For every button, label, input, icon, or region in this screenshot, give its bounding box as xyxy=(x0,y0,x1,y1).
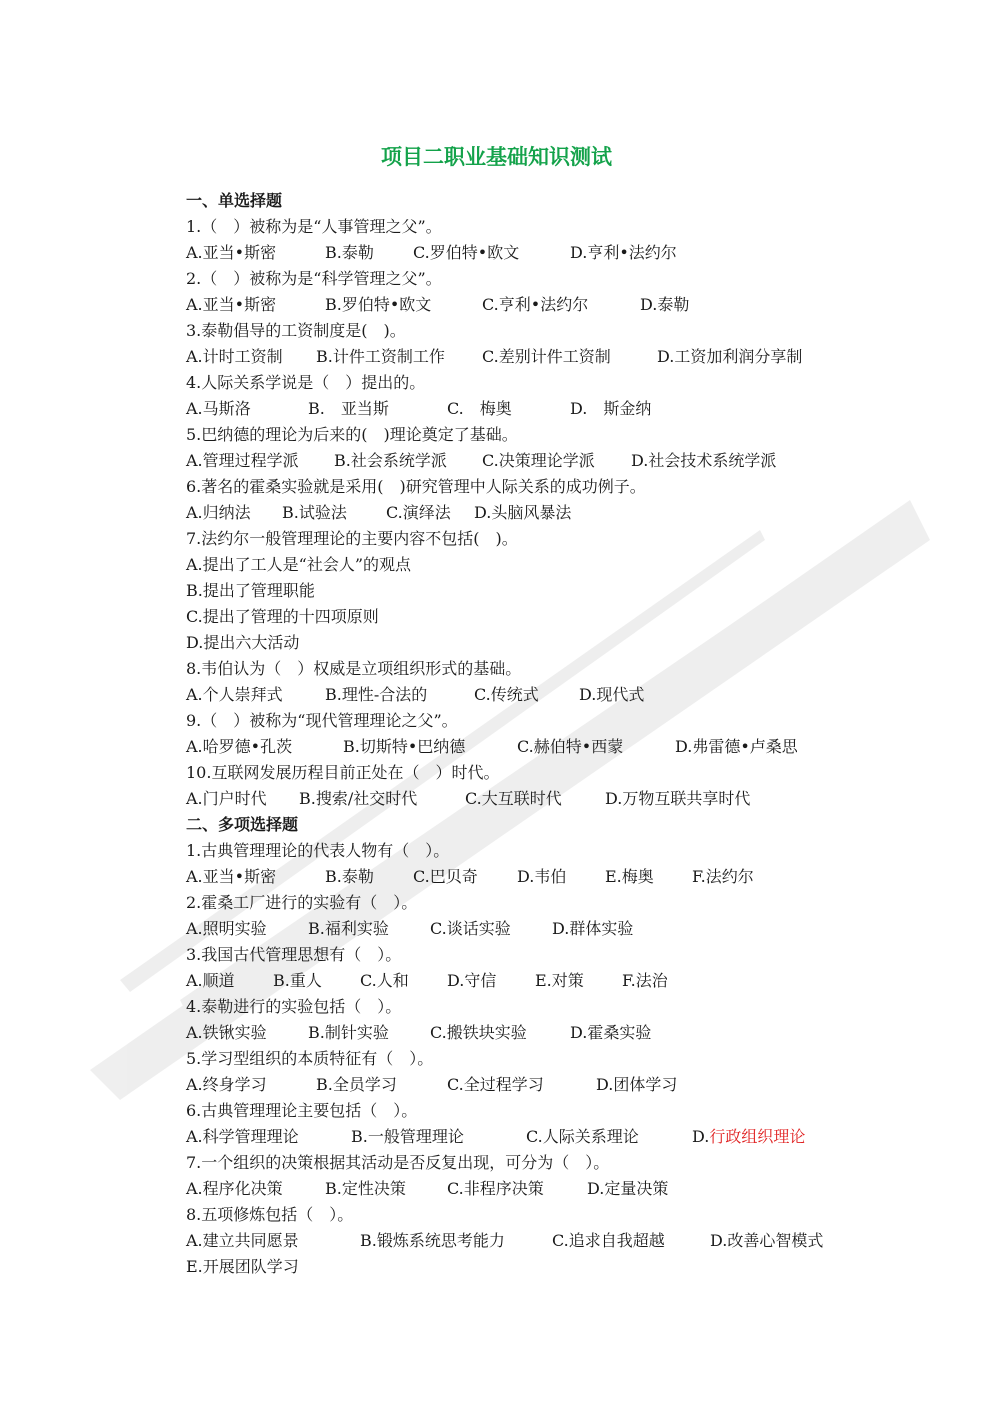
question-options xyxy=(186,292,926,318)
question-stem: 5.巴纳德的理论为后来的( )理论奠定了基础。 xyxy=(186,425,518,444)
question-stem: 4.人际关系学说是（ ）提出的。 xyxy=(186,373,426,392)
option-c: C.非程序决策 xyxy=(447,1179,544,1198)
option-b: B.理性-合法的 xyxy=(325,685,428,704)
highlighted-answer: 行政组织理论 xyxy=(709,1127,806,1146)
option-b: B.社会系统学派 xyxy=(334,451,447,470)
option-c: C.全过程学习 xyxy=(447,1075,544,1094)
option-a: A.管理过程学派 xyxy=(186,451,299,470)
option-c: C.搬铁块实验 xyxy=(430,1023,527,1042)
question-options xyxy=(186,916,926,942)
option-c: C.巴贝奇 xyxy=(413,867,478,886)
option-d: D.亨利•法约尔 xyxy=(570,243,677,262)
option-a: A.提出了工人是“社会人”的观点 xyxy=(186,555,412,574)
option-d: D.工资加利润分享制 xyxy=(657,347,803,366)
option-d: D.头脑风暴法 xyxy=(474,503,572,522)
option-b: B.泰勒 xyxy=(325,867,374,886)
option-c: C.传统式 xyxy=(474,685,539,704)
question-stem: 7.一个组织的决策根据其活动是否反复出现，可分为（ ）。 xyxy=(186,1153,610,1172)
option-b: B.福利实验 xyxy=(308,919,389,938)
section-heading-multi: 二、多项选择题 xyxy=(186,815,299,834)
option-a: A.建立共同愿景 xyxy=(186,1231,299,1250)
section-heading-single: 一、单选择题 xyxy=(186,191,283,210)
option-f: F.法治 xyxy=(622,971,668,990)
option-f: F.法约尔 xyxy=(692,867,754,886)
option-c: C.人际关系理论 xyxy=(526,1127,639,1146)
question-options xyxy=(186,1072,926,1098)
option-b: B.定性决策 xyxy=(325,1179,406,1198)
option-a: A.亚当•斯密 xyxy=(186,295,277,314)
option-d-letter: D. xyxy=(692,1127,710,1146)
option-b: B.重人 xyxy=(273,971,322,990)
option-a: A.科学管理理论 xyxy=(186,1127,299,1146)
option-c: C.追求自我超越 xyxy=(552,1231,665,1250)
option-c: C.人和 xyxy=(360,971,409,990)
option-b: B.提出了管理职能 xyxy=(186,581,315,600)
option-b: B.全员学习 xyxy=(316,1075,397,1094)
option-a: A.哈罗德•孔茨 xyxy=(186,737,293,756)
option-c: C.提出了管理的十四项原则 xyxy=(186,607,379,626)
question-stem: 6.古典管理理论主要包括（ ）。 xyxy=(186,1101,418,1120)
question-stem: 10.互联网发展历程目前正处在（ ）时代。 xyxy=(186,763,500,782)
option-b: B.切斯特•巴纳德 xyxy=(343,737,466,756)
option-c: C.谈话实验 xyxy=(430,919,511,938)
option-a: A.门户时代 xyxy=(186,789,267,808)
option-a: A.程序化决策 xyxy=(186,1179,283,1198)
option-d: D.霍桑实验 xyxy=(570,1023,652,1042)
option-a: A.亚当•斯密 xyxy=(186,867,277,886)
option-d: D. 斯金纳 xyxy=(570,399,652,418)
option-a: A.亚当•斯密 xyxy=(186,243,277,262)
option-c: C.大互联时代 xyxy=(465,789,562,808)
question-options xyxy=(186,1228,926,1254)
option-d: D.定量决策 xyxy=(587,1179,669,1198)
option-c: C.差别计件工资制 xyxy=(482,347,611,366)
question-options xyxy=(186,1124,926,1150)
question-stem: 9.（ ）被称为“现代管理理论之父”。 xyxy=(186,711,458,730)
option-a: A.终身学习 xyxy=(186,1075,267,1094)
question-stem: 3.我国古代管理思想有（ ）。 xyxy=(186,945,402,964)
question-stem: 4.泰勒进行的实验包括（ ）。 xyxy=(186,997,402,1016)
option-a: A.计时工资制 xyxy=(186,347,283,366)
question-options xyxy=(186,1176,926,1202)
question-stem: 8.五项修炼包括（ ）。 xyxy=(186,1205,354,1224)
question-options xyxy=(186,786,926,812)
option-c: C.罗伯特•欧文 xyxy=(413,243,520,262)
question-stem: 5.学习型组织的本质特征有（ ）。 xyxy=(186,1049,434,1068)
question-options xyxy=(186,864,926,890)
question-stem: 2.霍桑工厂进行的实验有（ ）。 xyxy=(186,893,418,912)
question-stem: 2.（ ）被称为是“科学管理之父”。 xyxy=(186,269,442,288)
option-d: D.团体学习 xyxy=(596,1075,678,1094)
option-b: B.制针实验 xyxy=(308,1023,389,1042)
option-d: D.现代式 xyxy=(579,685,645,704)
option-a: A.铁锹实验 xyxy=(186,1023,267,1042)
option-b: B.试验法 xyxy=(282,503,347,522)
option-b: B.罗伯特•欧文 xyxy=(325,295,432,314)
option-b: B. 亚当斯 xyxy=(308,399,389,418)
question-stem: 1.（ ）被称为是“人事管理之父”。 xyxy=(186,217,442,236)
option-d: D.泰勒 xyxy=(640,295,690,314)
option-d xyxy=(692,1124,805,1150)
option-c: C.赫伯特•西蒙 xyxy=(517,737,624,756)
question-options xyxy=(186,448,926,474)
option-a: A.归纳法 xyxy=(186,503,251,522)
option-d: D.守信 xyxy=(447,971,497,990)
option-a: A.马斯洛 xyxy=(186,399,251,418)
option-d: D.社会技术系统学派 xyxy=(631,451,777,470)
question-options xyxy=(186,344,926,370)
option-b: B.锻炼系统思考能力 xyxy=(360,1231,505,1250)
question-stem: 8.韦伯认为（ ）权威是立项组织形式的基础。 xyxy=(186,659,522,678)
option-b: B.泰勒 xyxy=(325,243,374,262)
question-options xyxy=(186,968,926,994)
question-list xyxy=(186,188,926,1280)
option-c: C. 梅奥 xyxy=(447,399,512,418)
option-b: B.计件工资制工作 xyxy=(316,347,445,366)
question-options xyxy=(186,1020,926,1046)
option-d: D.提出六大活动 xyxy=(186,633,300,652)
question-options xyxy=(186,396,926,422)
option-e: E.梅奥 xyxy=(605,867,654,886)
question-options xyxy=(186,734,926,760)
option-c: C.亨利•法约尔 xyxy=(482,295,589,314)
option-a: A.照明实验 xyxy=(186,919,267,938)
option-d: D.韦伯 xyxy=(517,867,567,886)
option-b: B.一般管理理论 xyxy=(351,1127,464,1146)
option-a: A.顺道 xyxy=(186,971,235,990)
option-c: C.演绎法 xyxy=(386,503,451,522)
option-e: E.开展团队学习 xyxy=(186,1257,299,1276)
option-e: E.对策 xyxy=(535,971,584,990)
page-title: 项目二职业基础知识测试 xyxy=(381,145,612,169)
option-a: A.个人崇拜式 xyxy=(186,685,283,704)
question-stem: 3.泰勒倡导的工资制度是( )。 xyxy=(186,321,406,340)
option-d: D.万物互联共享时代 xyxy=(605,789,751,808)
question-options xyxy=(186,500,926,526)
option-d: D.群体实验 xyxy=(552,919,634,938)
question-options xyxy=(186,240,926,266)
option-d: D.弗雷德•卢桑思 xyxy=(675,737,798,756)
question-stem: 1.古典管理理论的代表人物有（ ）。 xyxy=(186,841,450,860)
question-stem: 7.法约尔一般管理理论的主要内容不包括( )。 xyxy=(186,529,518,548)
option-c: C.决策理论学派 xyxy=(482,451,595,470)
question-options xyxy=(186,682,926,708)
option-d: D.改善心智模式 xyxy=(710,1231,824,1250)
option-b: B.搜索/社交时代 xyxy=(299,789,418,808)
question-stem: 6.著名的霍桑实验就是采用( )研究管理中人际关系的成功例子。 xyxy=(186,477,646,496)
